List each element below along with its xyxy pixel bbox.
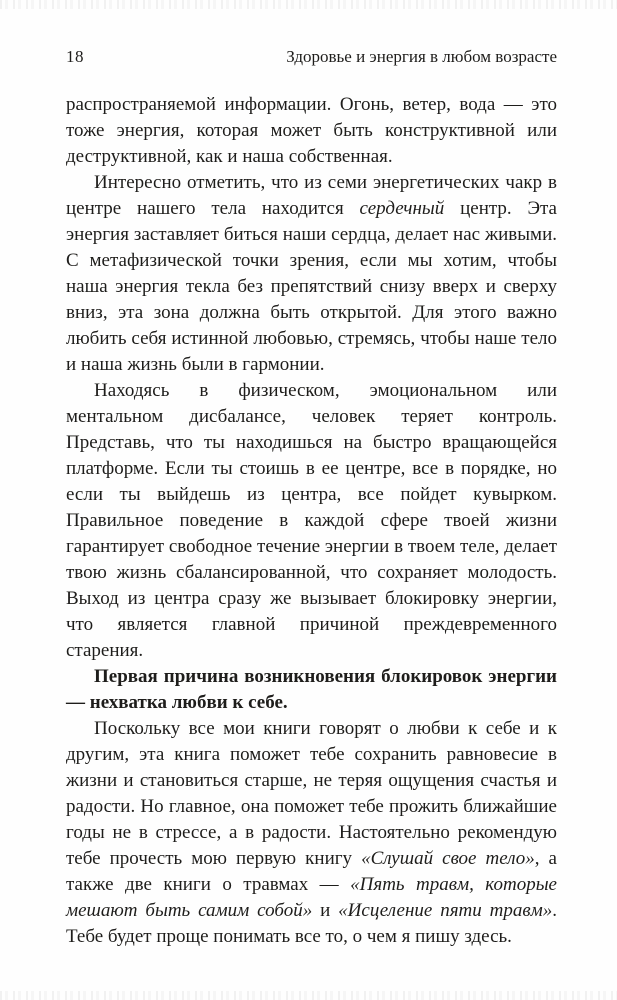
paragraph	[66, 170, 557, 378]
scan-noise-bottom	[0, 991, 617, 1000]
page-number: 18	[66, 47, 84, 66]
italic-text-run: сердечный	[359, 198, 445, 219]
emphasis-paragraph	[66, 664, 557, 716]
page-content	[66, 47, 557, 950]
paragraph	[66, 378, 557, 664]
text-run: , а также две книги о травмах —	[66, 848, 557, 895]
body-text	[66, 92, 557, 950]
text-run: . Тебе будет проще понимать все то, о чем я пишу здесь.	[66, 900, 557, 947]
paragraph	[66, 92, 557, 170]
text-run: центр. Эта энергия заставляет биться наши сердца, делает нас живыми. С метафизической точки зрения, если мы хотим, чтобы наша энергия текла без препятствий снизу вверх и сверху вниз, эта зона должна быть открытой. Для этого важно любить себя истинной любовью, стремясь, чтобы наше тело и наша жизнь были в гармонии.	[66, 198, 557, 375]
text-run: распространяемой информации. Огонь, ветер, вода — это тоже энергия, которая может быть конструктивной или деструктивной, как и наша собственная.	[66, 94, 557, 167]
running-title: Здоровье и энергия в любом возрасте	[286, 47, 557, 66]
text-run: и	[312, 900, 339, 921]
scan-noise-top	[0, 0, 617, 9]
text-run: Находясь в физическом, эмоциональном или ментальном дисбалансе, человек теряет контроль. Представь, что ты находишься на быстро вращающейся платформе. Если ты стоишь в ее центре, все в порядке, но если ты выйдешь из центра, все пойдет кувырком. Правильное поведение в каждой сфере твоей жизни гарантирует свободное течение энергии в твоем теле, делает твою жизнь сбалансированной, что сохраняет молодость. Выход из центра сразу же вызывает блокировку энергии, что является главной причиной преждевременного старения.	[66, 380, 557, 661]
running-header	[66, 47, 557, 67]
text-run: Первая причина возникновения блокировок энергии — нехватка любви к себе.	[66, 666, 557, 713]
text-run: Поскольку все мои книги говорят о любви к себе и к другим, эта книга поможет тебе сохранить равновесие в жизни и становиться старше, не теряя ощущения счастья и радости. Но главное, она поможет тебе прожить ближайшие годы не в стрессе, а в радости. Настоятельно рекомендую тебе прочесть мою первую книгу	[66, 718, 557, 869]
text-run: Интересно отметить, что из семи энергетических чакр в центре нашего тела находится	[66, 172, 557, 219]
italic-text-run: «Пять травм, которые мешают быть самим собой»	[66, 874, 557, 921]
paragraph	[66, 716, 557, 950]
italic-text-run: «Исцеление пяти травм»	[338, 900, 553, 921]
italic-text-run: «Слушай свое тело»	[361, 848, 535, 869]
